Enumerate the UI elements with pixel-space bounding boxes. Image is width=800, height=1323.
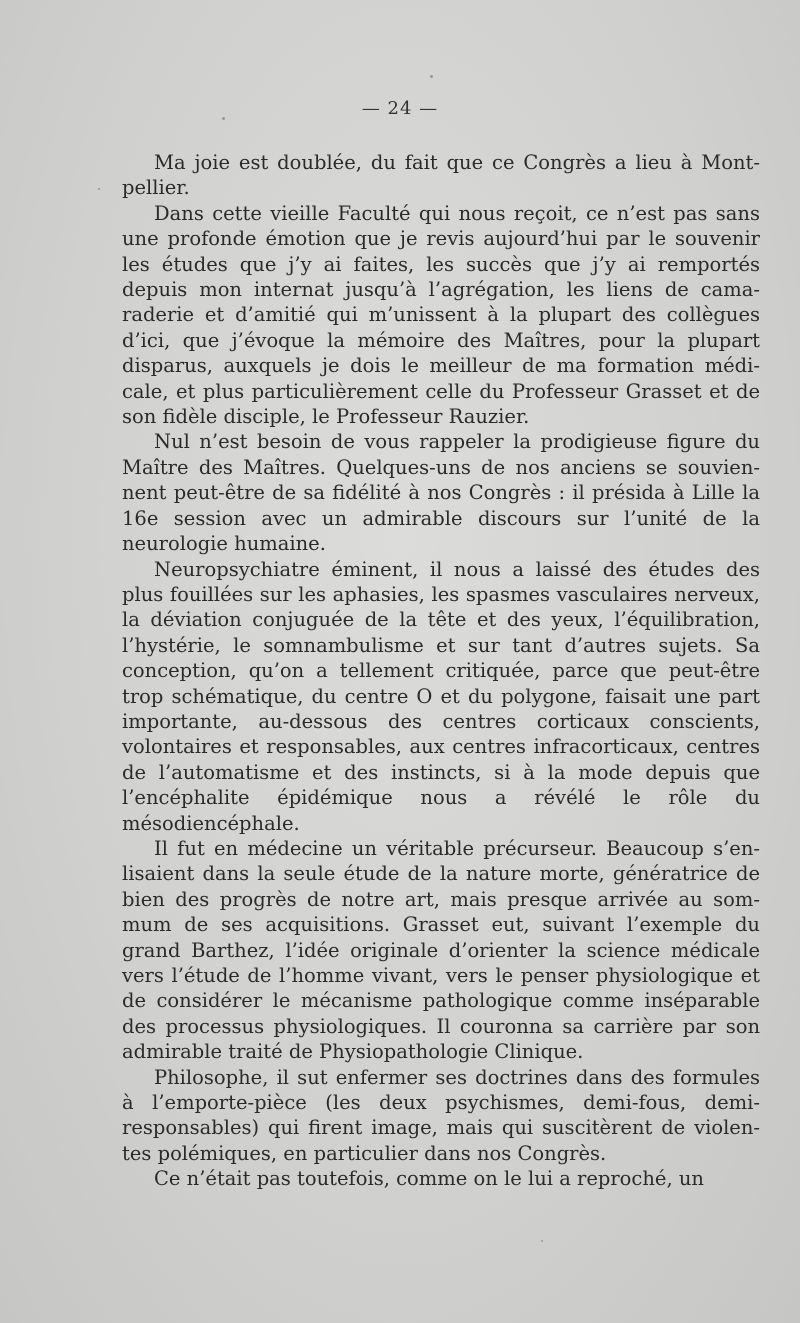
- paragraph: Philosophe, il sut enfermer ses doctrines dans des formules à l’emporte-pièce (les deux psychismes, demi-fous, demi-responsables) qui firent image, mais qui suscitèrent de violentes polémiques, en particulier dans nos Congrès.: [122, 1065, 760, 1165]
- paragraph: Neuropsychiatre éminent, il nous a laissé des études des plus fouillées sur les aphasies, les spasmes vasculaires nerveux, la déviation conjuguée de la tête et des yeux, l’équilibration, l’hystérie, le somnambulisme et sur tant d’autres sujets. Sa conception, qu’on a tellement critiquée, parce que peut-être trop schématique, du centre O et du polygone, faisait une part importante, au-dessous des centres corticaux conscients, volontaires et responsables, aux centres infracorticaux, centres de l’automatisme et des instincts, si à la mode depuis que l’encéphalite épidémique nous a révélé le rôle du mésodiencéphale.: [122, 557, 760, 835]
- body-text: [122, 150, 760, 1192]
- paragraph: Ma joie est doublée, du fait que ce Congrès a lieu à Montpellier.: [122, 151, 760, 200]
- paragraph: Ce n’était pas toutefois, comme on le lui a reproché, un: [154, 1167, 704, 1191]
- paragraph: Dans cette vieille Faculté qui nous reçoit, ce n’est pas sans une profonde émotion que je revis aujourd’hui par le souvenir les études que j’y ai faites, les succès que j’y ai remportés depuis mon internat jusqu’à l’agrégation, les liens de camaraderie et d’amitié qui m’unissent à la plupart des collègues d’ici, que j’évoque la mémoire des Maîtres, pour la plupart disparus, auxquels je dois le meilleur de ma formation médicale, et plus particulièrement celle du Professeur Grasset et de son fidèle disciple, le Professeur Rauzier.: [122, 201, 760, 429]
- paper-speck: [222, 117, 225, 120]
- paper-speck: [98, 188, 100, 190]
- paper-speck: [430, 75, 433, 78]
- paper-speck: [541, 1240, 543, 1242]
- paragraph: Il fut en médecine un véritable précurseur. Beaucoup s’enlisaient dans la seule étude de la nature morte, génératrice de bien des progrès de notre art, mais presque arrivée au sommum de ses acquisitions. Grasset eut, suivant l’exemple du grand Barthez, l’idée originale d’orienter la science médicale vers l’étude de l’homme vivant, vers le penser physiologique et de considérer le mécanisme pathologique comme inséparable des processus physiologiques. Il couronna sa carrière par son admirable traité de Physiopathologie Clinique.: [122, 836, 760, 1064]
- paragraph: Nul n’est besoin de vous rappeler la prodigieuse figure du Maître des Maîtres. Quelques-uns de nos anciens se souviennent peut-être de sa fidélité à nos Congrès : il présida à Lille la 16e session avec un admirable discours sur l’unité de la neurologie humaine.: [122, 430, 760, 556]
- page-number: — 24 —: [361, 98, 439, 119]
